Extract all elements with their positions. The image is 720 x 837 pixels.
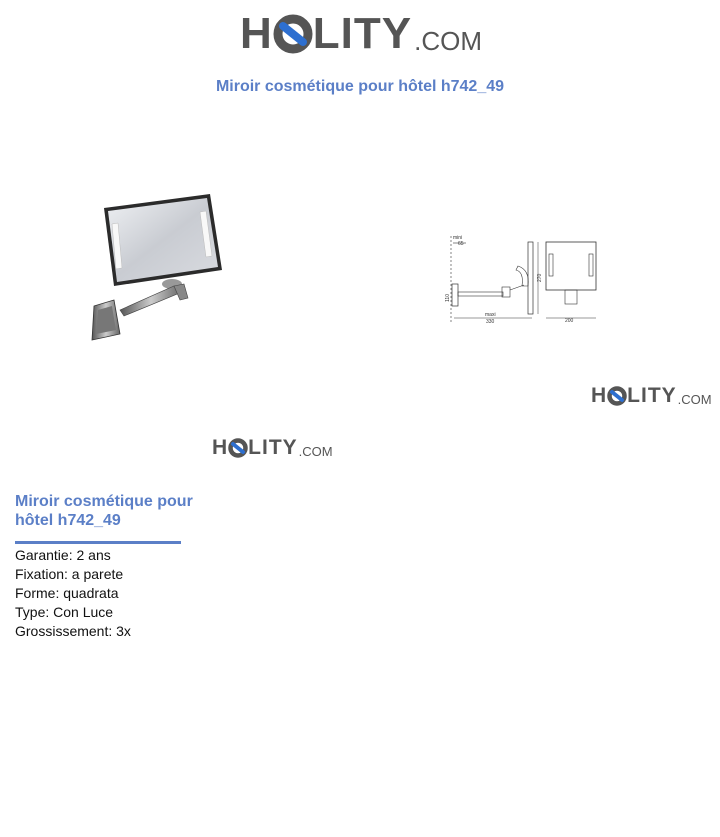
holity-logo-small: H LITY .COM <box>591 384 712 407</box>
product-photo <box>84 188 234 348</box>
logo-o-icon <box>228 437 248 459</box>
logo-o-icon <box>607 385 627 407</box>
technical-drawing <box>440 230 605 330</box>
mini-value: 65 <box>458 241 464 247</box>
logo-domain: .COM <box>414 26 482 56</box>
spec-list <box>15 546 131 641</box>
holity-logo[interactable] <box>240 9 482 58</box>
wall-value: 110 <box>445 294 451 302</box>
holity-logo-small: H LITY .COM <box>212 436 333 459</box>
spec-magnification: Grossissement: 3x <box>15 623 131 639</box>
spec-warranty: Garantie: 2 ans <box>15 547 111 563</box>
logo-o-icon <box>273 12 313 56</box>
mini-label: mini <box>453 235 463 241</box>
spec-fixation: Fixation: a parete <box>15 566 124 582</box>
page-title: Miroir cosmétique pour hôtel h742_49 <box>215 78 505 95</box>
product-title: Miroir cosmétique pour hôtel h742_49 <box>15 493 193 529</box>
maxi-label: maxi <box>485 312 496 318</box>
logo-wordmark-rest: LITY <box>312 9 413 58</box>
spec-type: Type: Con Luce <box>15 604 114 620</box>
logo-wordmark: H <box>240 9 273 58</box>
title-divider <box>15 541 181 544</box>
maxi-value: 330 <box>486 319 495 325</box>
height-value: 270 <box>537 273 543 282</box>
spec-shape: Forme: quadrata <box>15 585 119 601</box>
width-value: 200 <box>565 318 574 324</box>
